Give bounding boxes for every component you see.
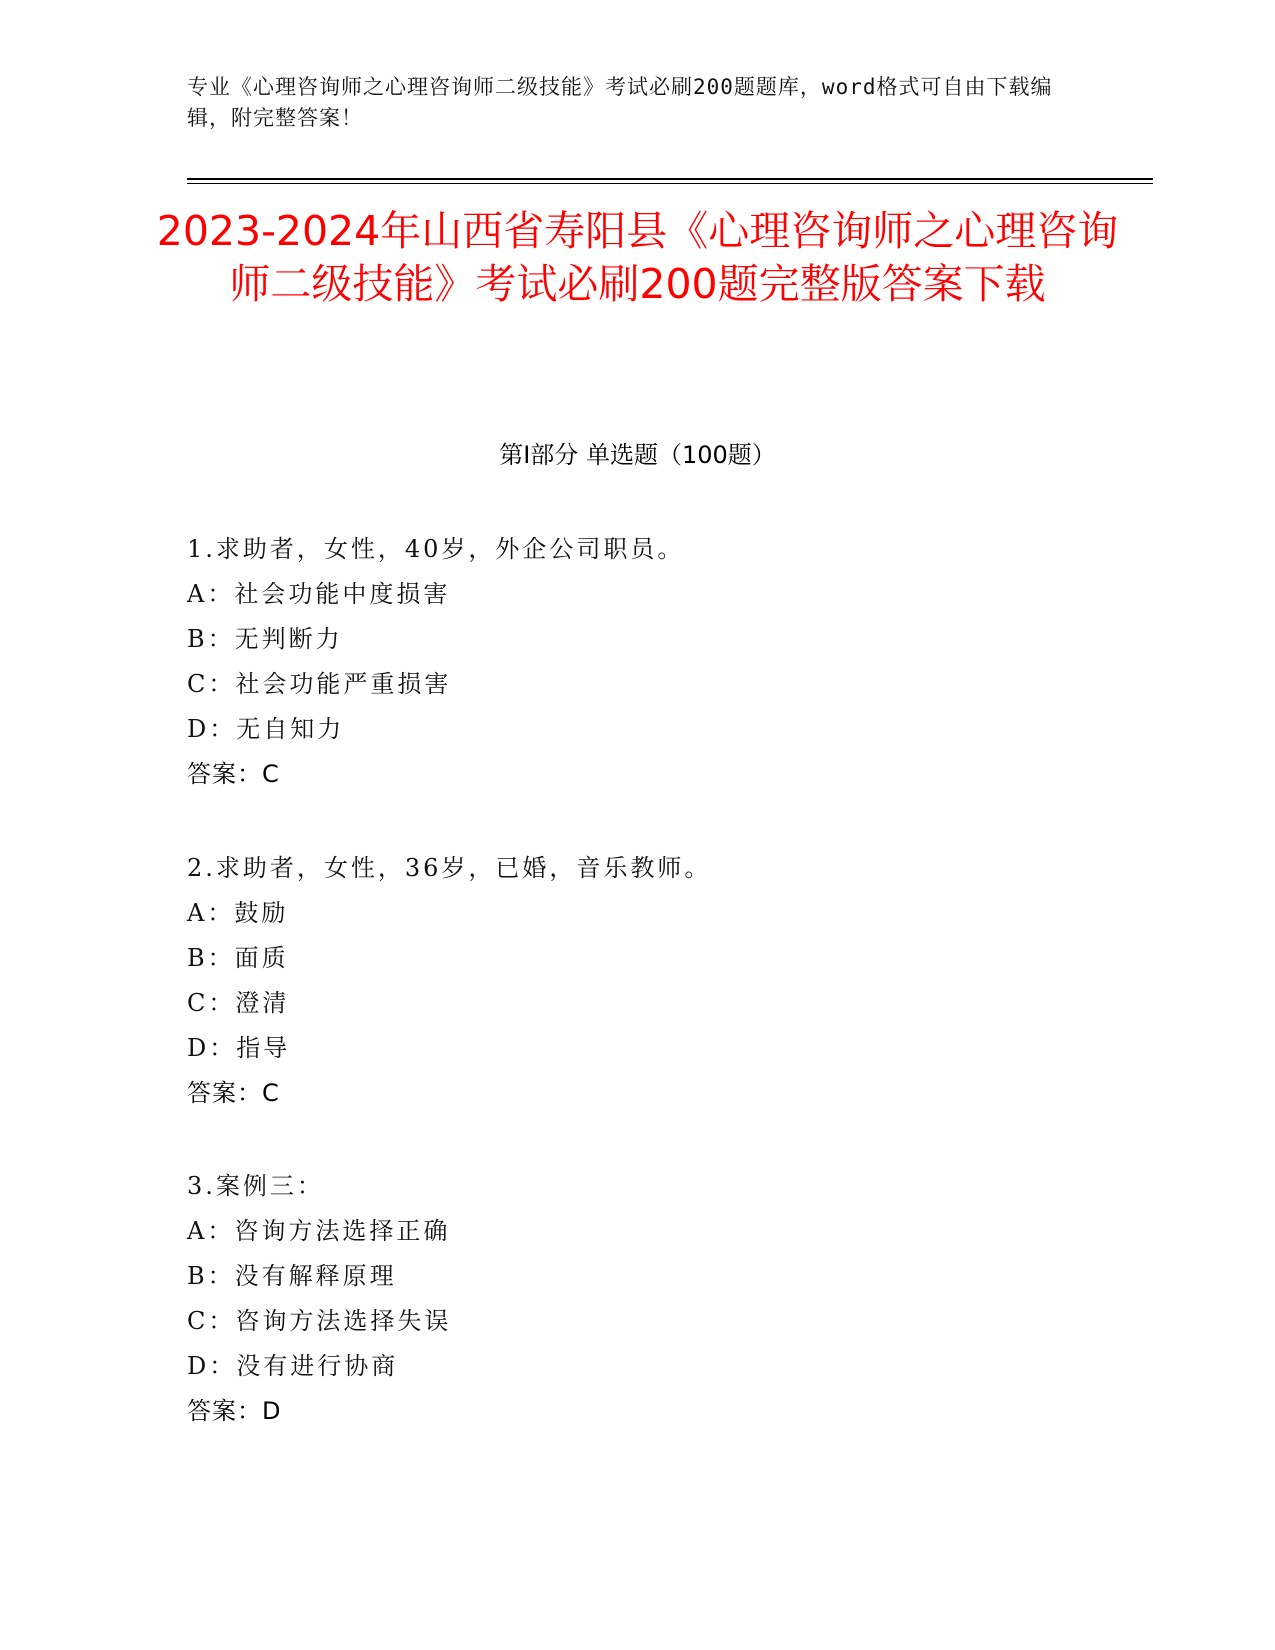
question-stem: 1.求助者，女性，40岁，外企公司职员。 [187, 535, 685, 563]
option-d: D：无自知力 [187, 715, 345, 743]
section-title: 第Ⅰ部分 单选题（100题） [499, 441, 776, 469]
header-note: 专业《心理咨询师之心理咨询师二级技能》考试必刷200题题库，word格式可自由下载编辑，附完整答案！ [187, 75, 1053, 130]
document-title: 2023-2024年山西省寿阳县《心理咨询师之心理咨询师二级技能》考试必刷200题完整版答案下载 [156, 207, 1119, 308]
option-a: A：咨询方法选择正确 [187, 1217, 451, 1245]
option-a: A：鼓励 [187, 899, 289, 927]
question-1 [187, 527, 1087, 797]
header-divider-top [187, 178, 1153, 180]
answer: 答案：C [187, 1079, 280, 1107]
question-3 [187, 1164, 1087, 1434]
option-c: C：咨询方法选择失误 [187, 1307, 452, 1335]
header-divider-bottom [187, 183, 1153, 184]
option-b: B：无判断力 [187, 625, 343, 653]
question-2 [187, 846, 1087, 1116]
option-d: D：指导 [187, 1034, 291, 1062]
question-stem: 2.求助者，女性，36岁，已婚，音乐教师。 [187, 854, 712, 882]
option-b: B：面质 [187, 944, 289, 972]
option-a: A：社会功能中度损害 [187, 580, 451, 608]
answer: 答案：C [187, 760, 280, 788]
answer: 答案：D [187, 1397, 282, 1425]
option-d: D：没有进行协商 [187, 1352, 399, 1380]
option-c: C：澄清 [187, 989, 290, 1017]
question-stem: 3.案例三： [187, 1172, 324, 1200]
option-b: B：没有解释原理 [187, 1262, 397, 1290]
option-c: C：社会功能严重损害 [187, 670, 452, 698]
